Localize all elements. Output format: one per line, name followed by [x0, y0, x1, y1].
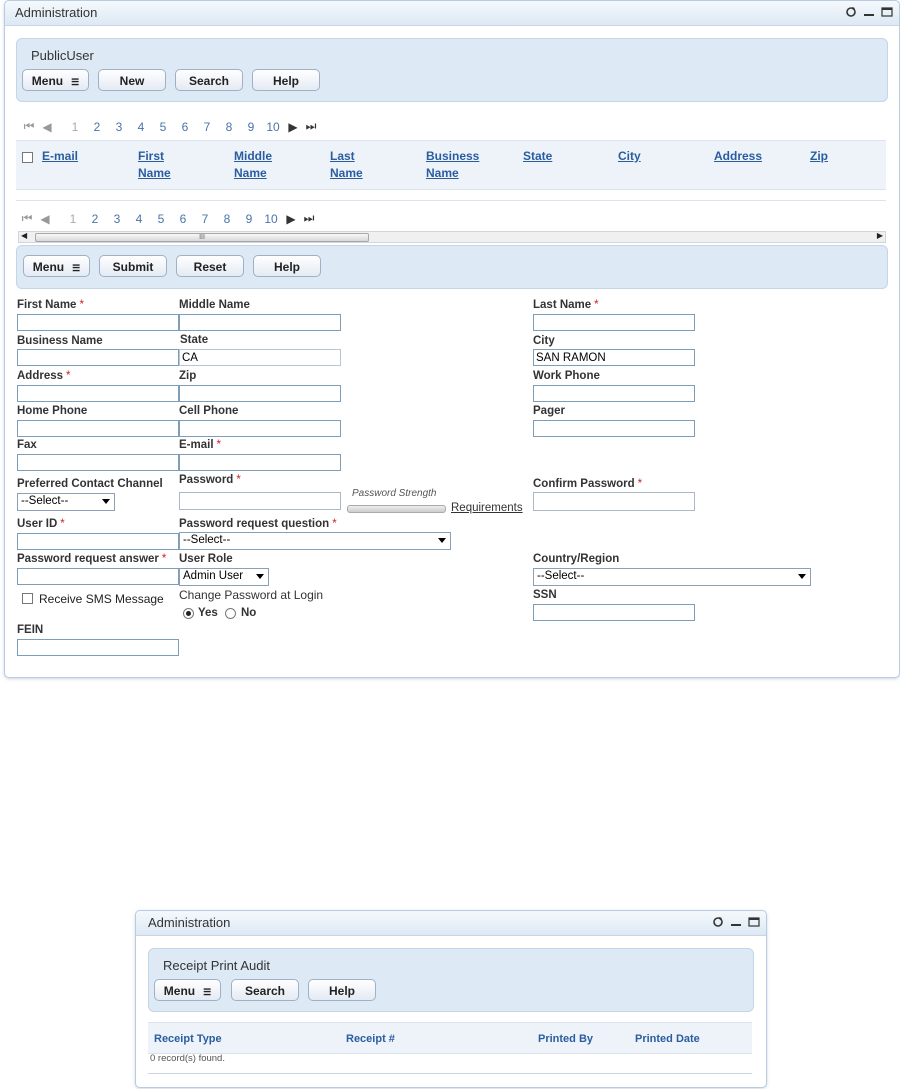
state-field[interactable] [179, 349, 341, 366]
password-answer-label: Password request answer * [17, 553, 167, 565]
column-header[interactable]: First Name [138, 149, 171, 180]
country-label: Country/Region [533, 553, 620, 565]
form-menu-button[interactable] [23, 255, 90, 277]
page-link[interactable]: 9 [245, 211, 253, 226]
yes-label: Yes [198, 607, 218, 619]
column-header[interactable]: Zip [810, 149, 828, 163]
help-button[interactable]: Help [252, 69, 320, 91]
records-count: 0 record(s) found. [150, 1053, 225, 1064]
minimize-icon[interactable] [730, 916, 742, 928]
grid-bottom-line [148, 1073, 752, 1074]
ssn-field[interactable] [533, 604, 695, 621]
business-name-label: Business Name [17, 335, 103, 347]
minimize-icon[interactable] [863, 6, 875, 18]
divider [16, 200, 886, 201]
scroll-thumb-grip: III [199, 234, 205, 241]
select-value: --Select-- [183, 534, 231, 546]
column-header[interactable]: E-mail [42, 149, 79, 163]
panel-title: PublicUser [31, 48, 94, 63]
column-header[interactable]: Printed By [538, 1033, 594, 1045]
state-label: State [180, 334, 209, 346]
column-header[interactable]: Receipt # [346, 1033, 395, 1045]
menu-button[interactable] [22, 69, 89, 91]
address-label: Address * [17, 370, 71, 382]
page-link[interactable]: 2 [93, 119, 101, 134]
help-button-2[interactable]: Help [308, 979, 376, 1001]
select-all-checkbox[interactable] [22, 152, 33, 163]
dropdown-arrow-icon [438, 538, 446, 543]
portlet-header [136, 911, 766, 936]
page-link[interactable]: 4 [135, 211, 143, 226]
last-name-label: Last Name * [533, 299, 599, 311]
home-phone-field[interactable] [17, 420, 179, 437]
search-button[interactable]: Search [175, 69, 243, 91]
middle-name-field[interactable] [179, 314, 341, 331]
menu-label: Menu [31, 74, 64, 88]
change-password-no-radio[interactable] [225, 608, 236, 619]
password-field[interactable] [179, 492, 341, 510]
refresh-icon[interactable] [712, 916, 724, 928]
work-phone-field[interactable] [533, 385, 695, 402]
page-link[interactable]: 3 [113, 211, 121, 226]
reset-button[interactable]: Reset [176, 255, 244, 277]
change-password-label: Change Password at Login [179, 588, 324, 602]
ssn-label: SSN [533, 589, 557, 601]
prev-page-icon[interactable]: ◀ [40, 211, 50, 226]
dropdown-arrow-icon [798, 574, 806, 579]
user-id-label: User ID * [17, 518, 65, 530]
refresh-icon[interactable] [845, 6, 857, 18]
dropdown-arrow-icon [256, 574, 264, 579]
fein-label: FEIN [17, 624, 44, 636]
page-link[interactable]: 9 [247, 119, 255, 134]
user-role-label: User Role [179, 553, 233, 565]
cell-phone-field[interactable] [179, 420, 341, 437]
last-page-icon[interactable]: ⏭ [303, 211, 315, 225]
menu-button-2[interactable] [154, 979, 221, 1001]
column-header[interactable]: Middle Name [234, 149, 272, 180]
first-page-icon[interactable]: ⏮ [21, 211, 33, 225]
receive-sms-checkbox[interactable] [22, 593, 33, 604]
scroll-thumb[interactable] [35, 233, 369, 242]
page-link[interactable]: 6 [181, 119, 189, 134]
menu-dropdown-icon: ☰ [71, 76, 80, 87]
preferred-contact-select[interactable] [17, 493, 115, 511]
page-link[interactable]: 5 [157, 211, 165, 226]
page-link[interactable]: 4 [137, 119, 145, 134]
confirm-password-label: Confirm Password * [533, 478, 643, 490]
preferred-contact-label: Preferred Contact Channel [17, 478, 163, 490]
email-field[interactable] [179, 454, 341, 471]
dropdown-arrow-icon [102, 499, 110, 504]
maximize-icon[interactable] [748, 916, 760, 928]
portlet-title: Administration [148, 915, 231, 930]
receive-sms-label: Receive SMS Message [39, 592, 164, 606]
next-page-icon[interactable]: ▶ [286, 211, 296, 226]
page-link[interactable]: 3 [115, 119, 123, 134]
menu-dropdown-icon: ☰ [72, 262, 81, 273]
city-label: City [533, 335, 555, 347]
portlet-header [5, 1, 899, 26]
scroll-left-icon[interactable]: ◀ [21, 231, 28, 240]
pager-label: Pager [533, 405, 565, 417]
select-value: Admin User [183, 570, 244, 582]
column-header[interactable]: Address [714, 149, 763, 163]
page-link[interactable]: 10 [264, 211, 278, 226]
column-header[interactable]: Last Name [330, 149, 363, 180]
work-phone-label: Work Phone [533, 370, 600, 382]
page-link[interactable]: 1 [69, 211, 77, 226]
page-link[interactable]: 10 [266, 119, 280, 134]
menu-dropdown-icon: ☰ [203, 986, 212, 997]
select-value: --Select-- [21, 495, 69, 507]
submit-button[interactable]: Submit [99, 255, 167, 277]
last-name-field[interactable] [533, 314, 695, 331]
password-answer-field[interactable] [17, 568, 179, 585]
country-select[interactable] [533, 568, 811, 586]
requirements-link[interactable]: Requirements [451, 502, 523, 514]
select-value: --Select-- [537, 570, 585, 582]
password-strength-label: Password Strength [352, 488, 437, 499]
menu-label: Menu [32, 260, 65, 274]
panel-title: Receipt Print Audit [163, 958, 270, 973]
cell-phone-label: Cell Phone [179, 405, 239, 417]
middle-name-label: Middle Name [179, 299, 250, 311]
city-field[interactable] [533, 349, 695, 366]
address-field[interactable] [17, 385, 179, 402]
password-label: Password * [179, 474, 241, 486]
password-question-select[interactable] [179, 532, 451, 550]
page-link[interactable]: 1 [71, 119, 79, 134]
zip-field[interactable] [179, 385, 341, 402]
next-page-icon[interactable]: ▶ [288, 119, 298, 134]
horizontal-scrollbar[interactable] [18, 231, 886, 243]
prev-page-icon[interactable]: ◀ [42, 119, 52, 134]
email-label: E-mail * [179, 439, 221, 451]
page-link[interactable]: 2 [91, 211, 99, 226]
pager-field[interactable] [533, 420, 695, 437]
home-phone-label: Home Phone [17, 405, 88, 417]
pager-top [20, 119, 320, 134]
page-link[interactable]: 7 [201, 211, 209, 226]
page-link[interactable]: 6 [179, 211, 187, 226]
pager-bottom [18, 211, 318, 226]
column-header[interactable]: Receipt Type [154, 1033, 222, 1045]
last-page-icon[interactable]: ⏭ [305, 119, 317, 133]
column-header[interactable]: City [618, 149, 641, 163]
password-strength-meter [347, 505, 446, 513]
password-question-label: Password request question * [179, 518, 337, 530]
change-password-yes-radio[interactable] [183, 608, 194, 619]
maximize-icon[interactable] [881, 6, 893, 18]
page-link[interactable]: 8 [223, 211, 231, 226]
page-link[interactable]: 7 [203, 119, 211, 134]
zip-label: Zip [179, 370, 197, 382]
search-button-2[interactable]: Search [231, 979, 299, 1001]
no-label: No [241, 607, 257, 619]
first-page-icon[interactable]: ⏮ [23, 119, 35, 133]
fax-label: Fax [17, 439, 37, 451]
column-header[interactable]: State [523, 149, 553, 163]
confirm-password-field[interactable] [533, 492, 695, 511]
portlet-title: Administration [15, 5, 98, 20]
column-header[interactable]: Printed Date [635, 1033, 700, 1045]
fax-field[interactable] [17, 454, 179, 471]
first-name-field[interactable] [17, 314, 179, 331]
new-button[interactable]: New [98, 69, 166, 91]
first-name-label: First Name * [17, 299, 84, 311]
user-role-select[interactable] [179, 568, 269, 586]
user-id-field[interactable] [17, 533, 179, 550]
business-name-field[interactable] [17, 349, 179, 366]
menu-label: Menu [163, 984, 196, 998]
scroll-right-icon[interactable]: ▶ [876, 231, 883, 240]
page-link[interactable]: 5 [159, 119, 167, 134]
form-help-button[interactable]: Help [253, 255, 321, 277]
page-link[interactable]: 8 [225, 119, 233, 134]
column-header[interactable]: Business Name [426, 149, 480, 180]
fein-field[interactable] [17, 639, 179, 656]
